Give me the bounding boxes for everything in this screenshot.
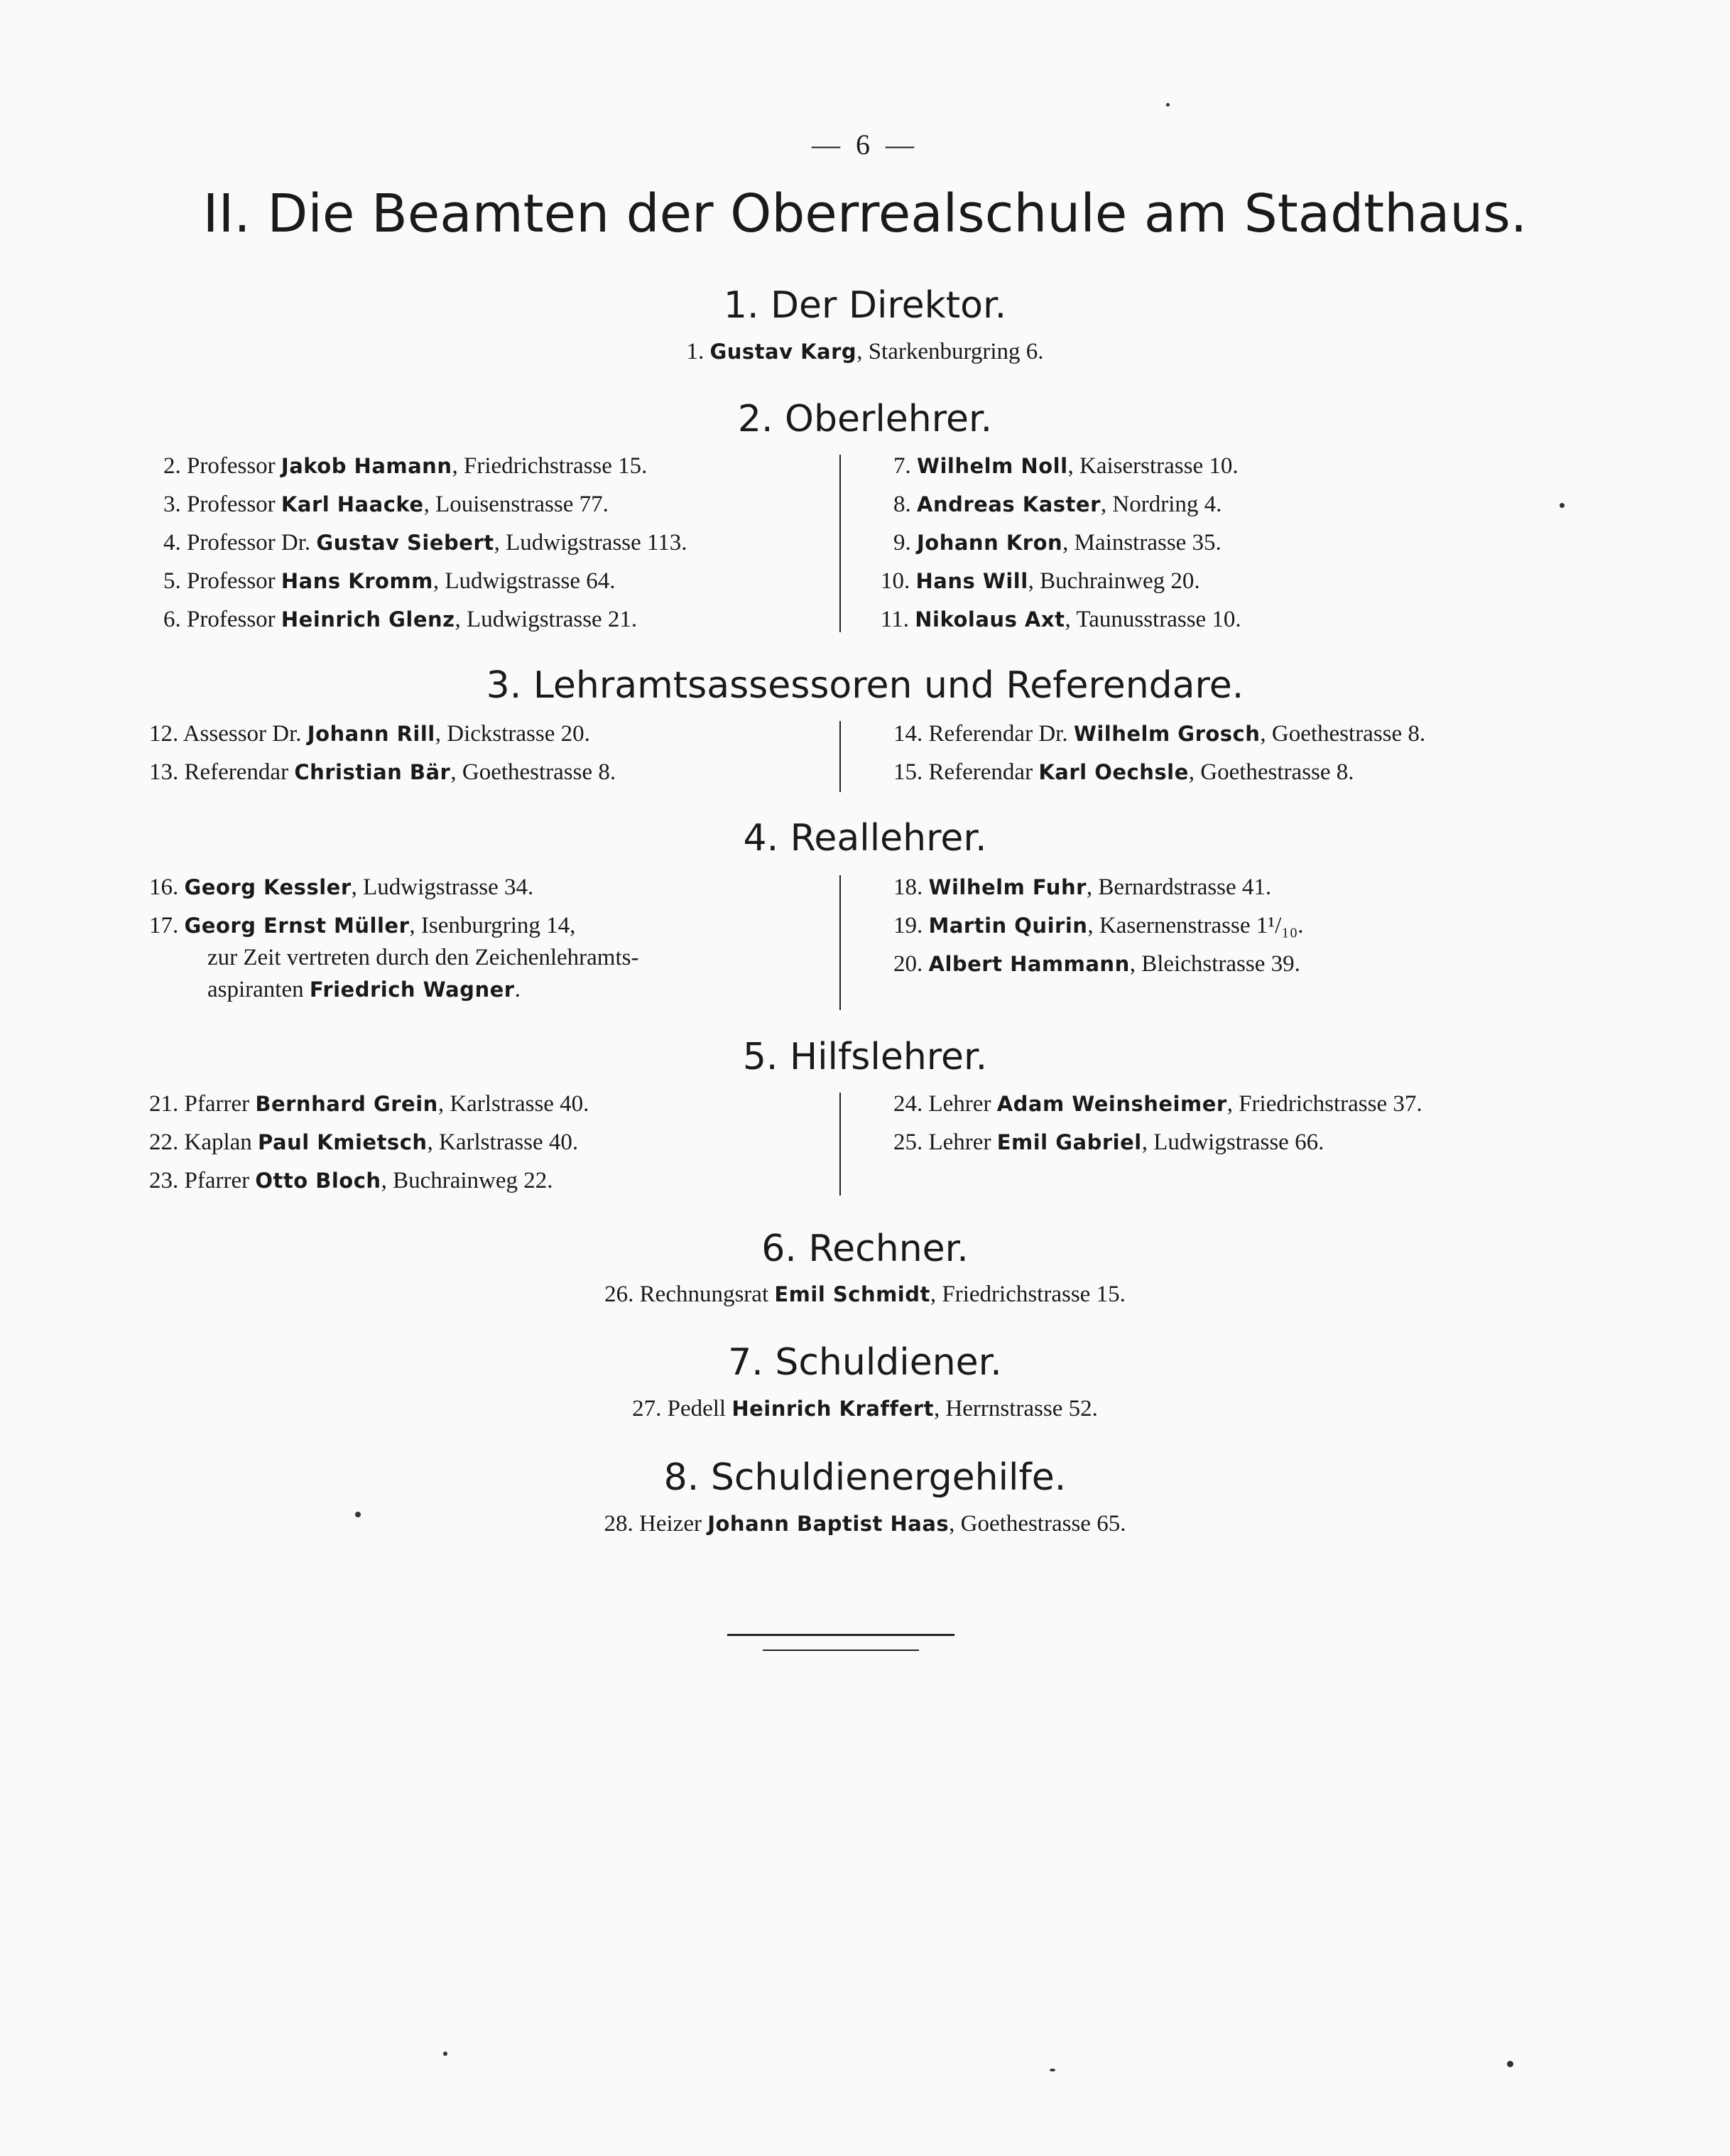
person-name: Johann Kron: [917, 531, 1063, 555]
person-name: Christian Bär: [294, 760, 451, 784]
entry-rechner: 26. Rechnungsrat Emil Schmidt, Friedrichstrasse 15.: [604, 1282, 1126, 1307]
entry-row: 17. Georg Ernst Müller, Isenburgring 14,: [149, 913, 576, 938]
column-divider: [839, 1093, 841, 1196]
section-heading-direktor: 1. Der Direktor.: [723, 284, 1007, 327]
entry-schuldienergehilfe: 28. Heizer Johann Baptist Haas, Goethestrasse 65.: [604, 1511, 1126, 1537]
entry-row: 5. Professor Hans Kromm, Ludwigstrasse 64.: [163, 568, 616, 594]
person-name: Karl Haacke: [281, 492, 424, 516]
print-speck: [1507, 2061, 1513, 2067]
print-speck: [355, 1512, 361, 1517]
entry-direktor: [0, 337, 1730, 366]
section-heading-schuldiener: 7. Schuldiener.: [728, 1341, 1002, 1384]
section-heading-reallehrer: 4. Reallehrer.: [743, 817, 987, 860]
person-name: Johann Rill: [307, 722, 435, 746]
print-speck: [1560, 503, 1565, 508]
entry-row: 24. Lehrer Adam Weinsheimer, Friedrichstrasse 37.: [893, 1091, 1422, 1117]
person-name: Heinrich Kraffert: [731, 1397, 934, 1421]
print-speck: [1166, 103, 1170, 107]
entry-continuation: zur Zeit vertreten durch den Zeichenlehramts-: [207, 945, 639, 970]
column-divider: [839, 721, 841, 792]
entry-row: 19. Martin Quirin, Kasernenstrasse 1¹/₁₀.: [893, 913, 1304, 938]
entry-row: 3. Professor Karl Haacke, Louisenstrasse 77.: [163, 492, 609, 517]
print-speck: [1050, 2069, 1055, 2071]
entry-row: 22. Kaplan Paul Kmietsch, Karlstrasse 40.: [149, 1130, 579, 1155]
entry-row: 12. Assessor Dr. Johann Rill, Dickstrasse 20.: [149, 721, 590, 747]
entry-row: 7. Wilhelm Noll, Kaiserstrasse 10.: [893, 453, 1239, 479]
person-name: Georg Ernst Müller: [184, 914, 410, 938]
section-heading-oberlehrer: 2. Oberlehrer.: [737, 398, 993, 440]
person-name: Wilhelm Fuhr: [928, 875, 1087, 899]
section-heading-schuldienergehilfe: 8. Schuldienergehilfe.: [663, 1456, 1067, 1499]
page-number: — 6 —: [812, 129, 918, 161]
person-name: Jakob Hamann: [281, 454, 452, 478]
entry-row: 8. Andreas Kaster, Nordring 4.: [893, 492, 1222, 517]
person-name: Karl Oechsle: [1038, 760, 1189, 784]
person-name: Wilhelm Grosch: [1073, 722, 1261, 746]
entry-schuldiener: 27. Pedell Heinrich Kraffert, Herrnstrasse 52.: [632, 1396, 1098, 1421]
person-name: Georg Kessler: [184, 875, 352, 899]
person-name: Gustav Siebert: [316, 531, 494, 555]
entry-row: 13. Referendar Christian Bär, Goethestrasse 8.: [149, 759, 616, 785]
entry-row: 18. Wilhelm Fuhr, Bernardstrasse 41.: [893, 874, 1272, 900]
column-divider: [839, 455, 841, 632]
person-name: Emil Schmidt: [774, 1282, 930, 1306]
entry-row: 16. Georg Kessler, Ludwigstrasse 34.: [149, 874, 534, 900]
person-name: Gustav Karg: [709, 340, 857, 364]
section-heading-hilfslehrer: 5. Hilfslehrer.: [742, 1036, 988, 1078]
column-divider: [839, 875, 841, 1010]
person-name: Albert Hammann: [928, 952, 1130, 976]
closing-rule-bottom: [763, 1649, 919, 1651]
entry-row: 9. Johann Kron, Mainstrasse 35.: [893, 530, 1222, 556]
person-name: Nikolaus Axt: [915, 607, 1065, 632]
entry-row: 14. Referendar Dr. Wilhelm Grosch, Goethestrasse 8.: [893, 721, 1426, 747]
print-speck: [443, 2052, 447, 2056]
entry-number: 1.: [686, 339, 704, 364]
entry-row: 25. Lehrer Emil Gabriel, Ludwigstrasse 66.: [893, 1130, 1324, 1155]
person-name: Emil Gabriel: [996, 1130, 1142, 1154]
section-heading-rechner: 6. Rechner.: [761, 1228, 969, 1270]
entry-row: 11. Nikolaus Axt, Taunusstrasse 10.: [881, 607, 1241, 632]
person-name: Adam Weinsheimer: [996, 1092, 1227, 1116]
person-name: Heinrich Glenz: [281, 607, 455, 632]
page-title: II. Die Beamten der Oberrealschule am Stadthaus.: [202, 183, 1528, 244]
entry-row: 6. Professor Heinrich Glenz, Ludwigstrasse 21.: [163, 607, 638, 632]
entry-row: 15. Referendar Karl Oechsle, Goethestrasse 8.: [893, 759, 1354, 785]
person-name: Johann Baptist Haas: [707, 1512, 950, 1536]
entry-address: , Starkenburgring 6.: [856, 339, 1044, 364]
person-name: Hans Kromm: [281, 569, 433, 593]
entry-row: 21. Pfarrer Bernhard Grein, Karlstrasse 40.: [149, 1091, 589, 1117]
entry-row: 23. Pfarrer Otto Bloch, Buchrainweg 22.: [149, 1168, 553, 1193]
person-name: Wilhelm Noll: [917, 454, 1068, 478]
closing-rule-top: [727, 1634, 954, 1636]
section-heading-assessoren: 3. Lehramtsassessoren und Referendare.: [486, 664, 1244, 707]
entry-continuation: aspiranten Friedrich Wagner.: [207, 977, 521, 1002]
person-name: Bernhard Grein: [255, 1092, 438, 1116]
person-name: Paul Kmietsch: [258, 1130, 428, 1154]
entry-row: 4. Professor Dr. Gustav Siebert, Ludwigstrasse 113.: [163, 530, 687, 556]
person-name: Otto Bloch: [255, 1169, 381, 1193]
entry-row: 10. Hans Will, Buchrainweg 20.: [881, 568, 1200, 594]
person-name: Hans Will: [915, 569, 1028, 593]
person-name: Andreas Kaster: [917, 492, 1101, 516]
entry-row: 2. Professor Jakob Hamann, Friedrichstrasse 15.: [163, 453, 648, 479]
person-name: Martin Quirin: [928, 914, 1088, 938]
person-name: Friedrich Wagner: [309, 977, 515, 1002]
entry-row: 20. Albert Hammann, Bleichstrasse 39.: [893, 951, 1300, 977]
